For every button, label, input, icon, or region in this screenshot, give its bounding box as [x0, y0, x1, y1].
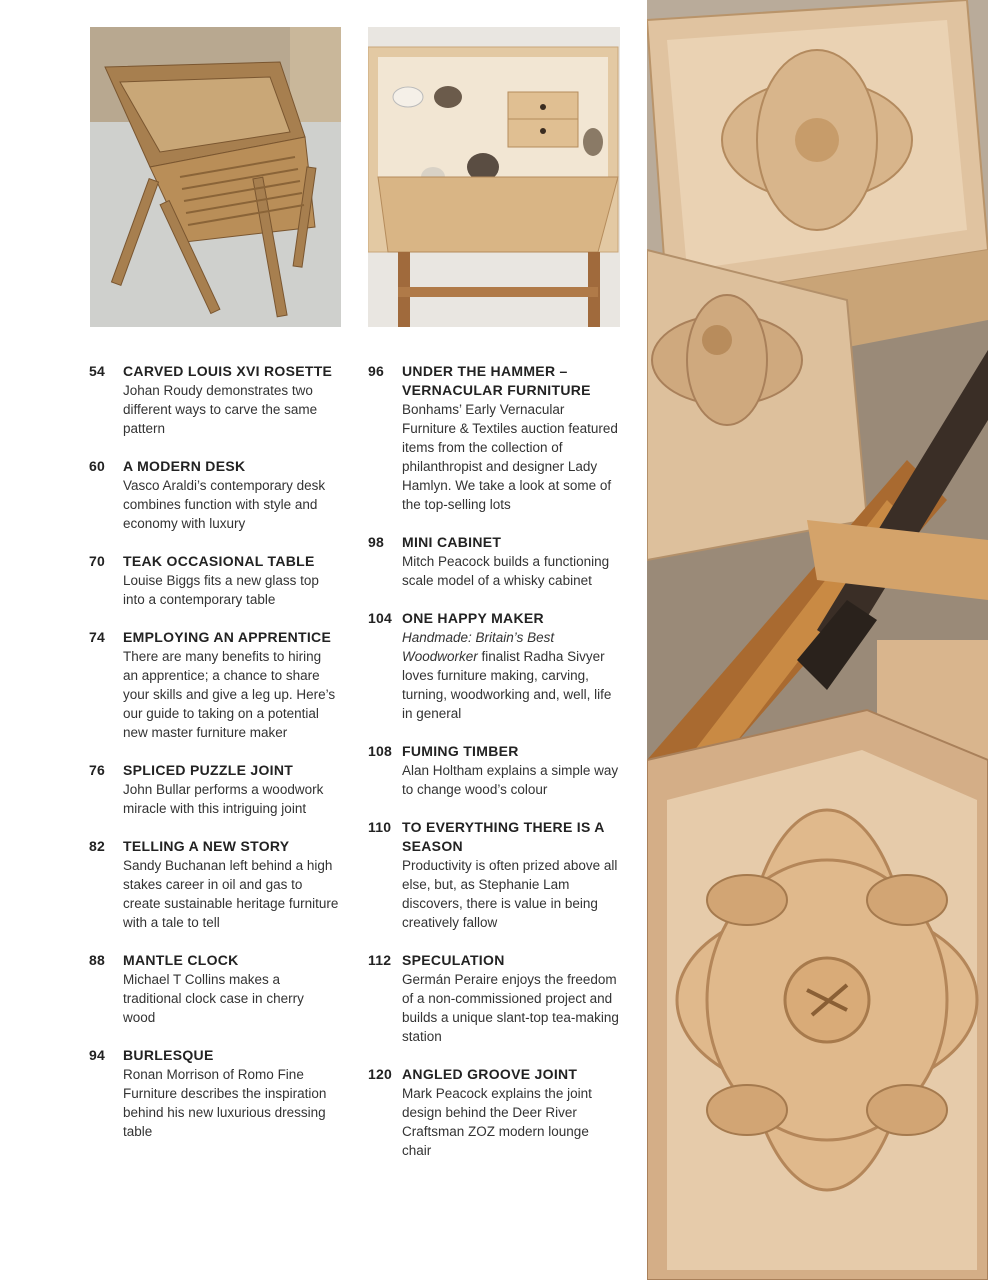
article-title: ANGLED GROOVE JOINT — [402, 1066, 578, 1082]
article-title: FUMING TIMBER — [402, 743, 519, 759]
article-title: MINI CABINET — [402, 534, 502, 550]
article-title: A MODERN DESK — [123, 458, 246, 474]
contents-entry[interactable] — [89, 837, 339, 932]
page-number: 110 — [368, 819, 392, 835]
page-number: 112 — [368, 952, 392, 968]
page-number: 94 — [89, 1047, 105, 1063]
contents-entry[interactable] — [368, 951, 620, 1046]
contents-left-column — [89, 362, 339, 1160]
article-description: Sandy Buchanan left behind a high stakes career in oil and gas to create sustainable heritage furniture with a tale to tell — [123, 858, 339, 930]
page-number: 98 — [368, 534, 384, 550]
article-description: Louise Biggs fits a new glass top into a contemporary table — [123, 573, 319, 607]
article-description: Johan Roudy demonstrates two different ways to carve the same pattern — [123, 383, 318, 436]
page-number: 70 — [89, 553, 105, 569]
contents-entry[interactable] — [89, 552, 339, 609]
contents-entry[interactable] — [368, 362, 620, 514]
contents-right-column — [368, 362, 620, 1179]
contents-entry[interactable] — [89, 457, 339, 533]
carved-rosette-photo — [647, 0, 988, 1280]
article-description: Productivity is often prized above all else, but, as Stephanie Lam discovers, there is value in being creatively fallow — [402, 858, 618, 930]
article-title: SPLICED PUZZLE JOINT — [123, 762, 294, 778]
contents-entry[interactable] — [368, 533, 620, 590]
page-number: 82 — [89, 838, 105, 854]
chair-photo — [90, 27, 341, 327]
page-number: 96 — [368, 363, 384, 379]
contents-entry[interactable] — [89, 951, 339, 1027]
article-title: ONE HAPPY MAKER — [402, 610, 544, 626]
contents-entry[interactable] — [89, 761, 339, 818]
article-description: Ronan Morrison of Romo Fine Furniture describes the inspiration behind his new luxurious dressing table — [123, 1067, 327, 1139]
article-description: Vasco Araldi’s contemporary desk combines function with style and economy with luxury — [123, 478, 326, 531]
article-description: Germán Peraire enjoys the freedom of a non-commissioned project and builds a unique slant-top tea-making station — [402, 972, 619, 1044]
article-title: SPECULATION — [402, 952, 505, 968]
article-description: John Bullar performs a woodwork miracle with this intriguing joint — [123, 782, 324, 816]
article-description: There are many benefits to hiring an apprentice; a chance to share your skills and give a leg up. Here’s our guide to taking on a potential new master furniture maker — [123, 649, 336, 740]
page-number: 120 — [368, 1066, 392, 1082]
article-title: TELLING A NEW STORY — [123, 838, 290, 854]
article-description-text: finalist Radha Sivyer loves furniture making, carving, turning, woodworking and, well, life in general — [402, 649, 612, 721]
article-title: MANTLE CLOCK — [123, 952, 239, 968]
contents-entry[interactable] — [368, 609, 620, 723]
article-description: Alan Holtham explains a simple way to change wood’s colour — [402, 763, 619, 797]
article-description: Michael T Collins makes a traditional clock case in cherry wood — [123, 972, 304, 1025]
desk-photo — [368, 27, 620, 327]
page-number: 74 — [89, 629, 105, 645]
page-number: 88 — [89, 952, 105, 968]
contents-entry[interactable] — [89, 628, 339, 742]
article-description: Mitch Peacock builds a functioning scale model of a whisky cabinet — [402, 554, 610, 588]
article-description: Bonhams’ Early Vernacular Furniture & Textiles auction featured items from the collection of philanthropist and designer Lady Hamlyn. We take a look at some of the top-selling lots — [402, 402, 618, 512]
contents-entry[interactable] — [368, 818, 620, 932]
article-title: CARVED LOUIS XVI ROSETTE — [123, 363, 333, 379]
article-title: EMPLOYING AN APPRENTICE — [123, 629, 332, 645]
contents-entry[interactable] — [89, 1046, 339, 1141]
contents-entry[interactable] — [368, 1065, 620, 1160]
article-title: BURLESQUE — [123, 1047, 214, 1063]
article-description — [402, 628, 620, 723]
page-number: 60 — [89, 458, 105, 474]
article-title: UNDER THE HAMMER – VERNACULAR FURNITURE — [402, 363, 591, 398]
article-title: TEAK OCCASIONAL TABLE — [123, 553, 315, 569]
page-number: 76 — [89, 762, 105, 778]
page-number: 108 — [368, 743, 392, 759]
show-title-italic: Handmade: Britain’s Best Woodworker — [402, 630, 555, 664]
contents-entry[interactable] — [368, 742, 620, 799]
page-number: 54 — [89, 363, 105, 379]
article-title: TO EVERYTHING THERE IS A SEASON — [402, 819, 605, 854]
article-description: Mark Peacock explains the joint design behind the Deer River Craftsman ZOZ modern lounge chair — [402, 1086, 592, 1158]
page-number: 104 — [368, 610, 392, 626]
contents-entry[interactable] — [89, 362, 339, 438]
